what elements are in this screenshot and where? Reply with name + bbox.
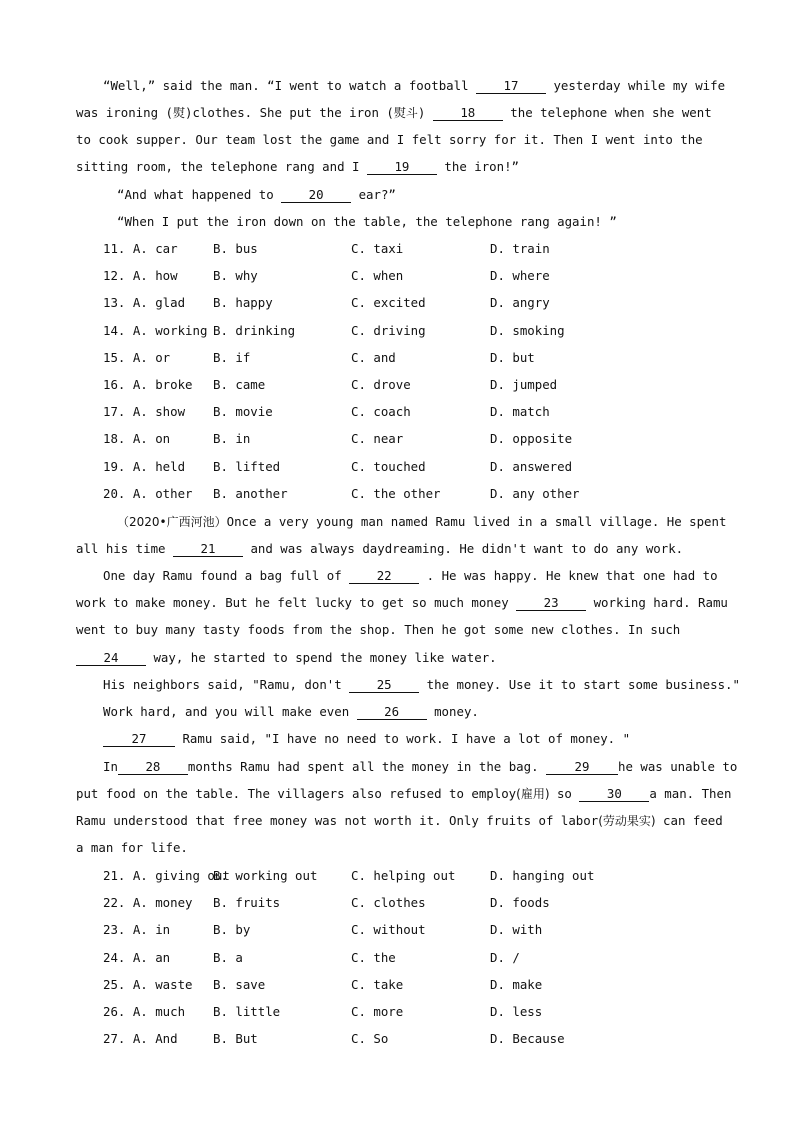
text: all his time bbox=[76, 541, 173, 556]
text: Ramu said, "I have no need to work. I have a lot of money. " bbox=[175, 731, 631, 746]
text: One day Ramu found a bag full of bbox=[103, 568, 350, 583]
text: )clothes. She put the iron ( bbox=[185, 105, 394, 120]
text: Ramu understood that free money was not worth it. Only fruits of labor bbox=[76, 813, 599, 828]
text: . He was happy. He knew that one had to bbox=[419, 568, 718, 583]
passage1-line-5 bbox=[117, 186, 714, 204]
option-b[interactable]: B. lifted bbox=[213, 458, 281, 474]
blank-20[interactable]: 20 bbox=[281, 188, 351, 203]
option-d[interactable]: D. any other bbox=[490, 485, 580, 501]
option-d[interactable]: D. angry bbox=[490, 295, 550, 311]
option-row bbox=[103, 976, 723, 994]
text: months Ramu had spent all the money in the bag. bbox=[187, 759, 546, 774]
text: can feed bbox=[655, 813, 723, 828]
text: a man. Then bbox=[649, 786, 732, 801]
option-a[interactable]: 11. A. car bbox=[103, 241, 178, 256]
text: put food on the table. The villagers also refused to employ bbox=[76, 786, 517, 801]
option-d[interactable]: D. train bbox=[490, 241, 550, 256]
option-b[interactable]: B. why bbox=[213, 268, 258, 284]
option-a[interactable]: 26. A. much bbox=[103, 1004, 186, 1019]
blank-25[interactable]: 25 bbox=[349, 678, 419, 693]
blank-18[interactable]: 18 bbox=[433, 106, 503, 121]
text: so bbox=[549, 786, 580, 801]
option-d[interactable]: D. jumped bbox=[490, 377, 558, 392]
option-c[interactable]: C. take bbox=[351, 976, 404, 992]
blank-22[interactable]: 22 bbox=[349, 569, 419, 584]
option-c[interactable]: C. when bbox=[351, 268, 404, 284]
blank-23[interactable]: 23 bbox=[516, 596, 586, 611]
passage2-line-1 bbox=[117, 513, 727, 531]
option-b[interactable]: B. if bbox=[213, 349, 251, 365]
option-b[interactable]: B. fruits bbox=[213, 895, 281, 911]
passage2-line-11 bbox=[76, 785, 732, 803]
option-a[interactable]: 20. A. other bbox=[103, 485, 193, 501]
text: ) bbox=[417, 105, 433, 120]
option-b[interactable]: B. save bbox=[213, 976, 266, 992]
blank-28[interactable]: 28 bbox=[118, 760, 188, 775]
option-row bbox=[103, 240, 723, 258]
blank-19[interactable]: 19 bbox=[367, 160, 437, 175]
text: work to make money. But he felt lucky to get so much money bbox=[76, 595, 517, 610]
option-row bbox=[103, 1003, 723, 1021]
option-b[interactable]: B. in bbox=[213, 431, 251, 447]
text: was ironing ( bbox=[76, 105, 173, 120]
blank-29[interactable]: 29 bbox=[546, 760, 618, 775]
passage2-line-4 bbox=[76, 594, 728, 612]
option-c[interactable]: C. helping out bbox=[351, 868, 456, 883]
passage2-line-5: went to buy many tasty foods from the shop. Then he got some new clothes. In such bbox=[76, 622, 681, 637]
option-d[interactable]: D. where bbox=[490, 268, 550, 284]
option-row bbox=[103, 267, 723, 285]
text: and was always daydreaming. He didn't want to do any work. bbox=[242, 541, 684, 556]
passage2-line-2 bbox=[76, 540, 714, 558]
option-b[interactable]: B. another bbox=[213, 485, 288, 501]
option-b[interactable]: B. little bbox=[213, 1004, 281, 1019]
text: “And what happened to bbox=[117, 187, 282, 202]
option-a[interactable]: 14. A. working bbox=[103, 322, 208, 338]
option-c[interactable]: C. drove bbox=[351, 377, 411, 392]
option-d[interactable]: D. less bbox=[490, 1004, 543, 1019]
option-d[interactable]: D. smoking bbox=[490, 322, 565, 338]
text: he was unable to bbox=[618, 759, 738, 774]
text: Work hard, and you will make even bbox=[103, 704, 357, 719]
blank-17[interactable]: 17 bbox=[476, 79, 546, 94]
option-c[interactable]: C. coach bbox=[351, 404, 411, 420]
text: yesterday while my wife bbox=[546, 78, 726, 93]
option-row bbox=[103, 403, 723, 421]
passage2-line-10 bbox=[103, 758, 738, 776]
option-row bbox=[103, 322, 723, 340]
option-row bbox=[103, 430, 723, 448]
passage1-line-2 bbox=[76, 104, 714, 122]
option-c[interactable]: C. near bbox=[351, 431, 404, 447]
option-d[interactable]: D. with bbox=[490, 922, 543, 938]
passage1-line-1 bbox=[103, 77, 726, 95]
option-b[interactable]: B. drinking bbox=[213, 322, 296, 338]
blank-27[interactable]: 27 bbox=[103, 732, 175, 747]
passage2-line-8 bbox=[103, 703, 714, 721]
option-c[interactable]: C. without bbox=[351, 922, 426, 938]
option-a[interactable]: 27. A. And bbox=[103, 1031, 178, 1047]
blank-26[interactable]: 26 bbox=[357, 705, 427, 720]
option-row bbox=[103, 349, 723, 367]
option-row bbox=[103, 867, 723, 885]
passage2-line-12 bbox=[76, 812, 723, 830]
blank-21[interactable]: 21 bbox=[173, 542, 243, 557]
option-c[interactable]: C. clothes bbox=[351, 895, 426, 911]
option-row bbox=[103, 294, 723, 312]
option-b[interactable]: B. a bbox=[213, 949, 243, 965]
option-a[interactable]: 24. A. an bbox=[103, 949, 171, 965]
option-c[interactable]: C. the bbox=[351, 949, 396, 965]
option-a[interactable]: 17. A. show bbox=[103, 404, 186, 420]
option-row bbox=[103, 1030, 723, 1048]
option-row bbox=[103, 376, 723, 394]
option-c[interactable]: C. taxi bbox=[351, 241, 404, 256]
option-d[interactable]: D. foods bbox=[490, 895, 550, 911]
text: ear?” bbox=[351, 187, 396, 202]
option-row bbox=[103, 458, 723, 476]
option-d[interactable]: D. answered bbox=[490, 458, 573, 474]
option-a[interactable]: 13. A. glad bbox=[103, 295, 186, 311]
text: the money. Use it to start some business." bbox=[419, 677, 740, 692]
option-b[interactable]: B. But bbox=[213, 1031, 258, 1047]
option-b[interactable]: B. happy bbox=[213, 295, 273, 311]
gloss: 熨 bbox=[172, 106, 185, 120]
option-row bbox=[103, 921, 723, 939]
text: Once a very young man named Ramu lived in a small village. He spent bbox=[226, 514, 727, 529]
option-d[interactable]: D. hanging out bbox=[490, 868, 595, 883]
option-b[interactable]: B. bus bbox=[213, 241, 258, 256]
option-a[interactable]: 19. A. held bbox=[103, 458, 186, 474]
text: “Well,” said the man. “I went to watch a football bbox=[103, 78, 476, 93]
gloss: (雇用) bbox=[516, 787, 550, 801]
option-b[interactable]: B. came bbox=[213, 377, 266, 392]
text: working hard. Ramu bbox=[586, 595, 728, 610]
gloss: 熨斗 bbox=[393, 106, 418, 120]
source-label: （2020•广西河池） bbox=[117, 515, 227, 529]
passage1-line-3: to cook supper. Our team lost the game and I felt sorry for it. Then I went into the bbox=[76, 132, 703, 147]
text: the iron!” bbox=[436, 159, 519, 174]
passage2-line-6 bbox=[76, 649, 714, 667]
text: way, he started to spend the money like water. bbox=[146, 650, 497, 665]
option-b[interactable]: B. working out bbox=[213, 868, 318, 883]
text: sitting room, the telephone rang and I bbox=[76, 159, 367, 174]
blank-24[interactable]: 24 bbox=[76, 651, 146, 666]
option-b[interactable]: B. by bbox=[213, 922, 251, 938]
option-c[interactable]: C. driving bbox=[351, 322, 426, 338]
gloss: (劳动果实) bbox=[598, 814, 656, 828]
option-row bbox=[103, 485, 723, 503]
option-b[interactable]: B. movie bbox=[213, 404, 273, 420]
text: In bbox=[103, 759, 118, 774]
option-c[interactable]: C. the other bbox=[351, 485, 441, 501]
option-c[interactable]: C. touched bbox=[351, 458, 426, 474]
option-d[interactable]: D. match bbox=[490, 404, 550, 420]
option-a[interactable]: 16. A. broke bbox=[103, 377, 193, 392]
option-row bbox=[103, 894, 723, 912]
text: the telephone when she went bbox=[502, 105, 712, 120]
option-d[interactable]: D. make bbox=[490, 976, 543, 992]
blank-30[interactable]: 30 bbox=[579, 787, 649, 802]
option-a[interactable]: 22. A. money bbox=[103, 895, 193, 911]
option-a[interactable]: 15. A. or bbox=[103, 349, 171, 365]
option-d[interactable]: D. but bbox=[490, 349, 535, 365]
passage2-line-3 bbox=[103, 567, 718, 585]
option-c[interactable]: C. and bbox=[351, 349, 396, 365]
option-a[interactable]: 12. A. how bbox=[103, 268, 178, 284]
option-c[interactable]: C. excited bbox=[351, 295, 426, 311]
option-a[interactable]: 23. A. in bbox=[103, 922, 171, 938]
option-c[interactable]: C. more bbox=[351, 1004, 404, 1019]
passage1-line-4 bbox=[76, 158, 714, 176]
passage2-line-13: a man for life. bbox=[76, 840, 188, 855]
option-a[interactable]: 25. A. waste bbox=[103, 976, 193, 992]
passage2-line-7 bbox=[103, 676, 740, 694]
text: His neighbors said, "Ramu, don't bbox=[103, 677, 350, 692]
option-row bbox=[103, 949, 723, 967]
option-c[interactable]: C. So bbox=[351, 1031, 389, 1047]
option-a[interactable]: 18. A. on bbox=[103, 431, 171, 447]
text: money. bbox=[426, 704, 479, 719]
passage1-line-6: “When I put the iron down on the table, the telephone rang again! ” bbox=[117, 214, 617, 229]
option-d[interactable]: D. Because bbox=[490, 1031, 565, 1047]
option-a[interactable]: 21. A. giving out bbox=[103, 868, 230, 883]
option-d[interactable]: D. opposite bbox=[490, 431, 573, 447]
option-d[interactable]: D. / bbox=[490, 949, 520, 965]
passage2-line-9 bbox=[103, 730, 714, 748]
